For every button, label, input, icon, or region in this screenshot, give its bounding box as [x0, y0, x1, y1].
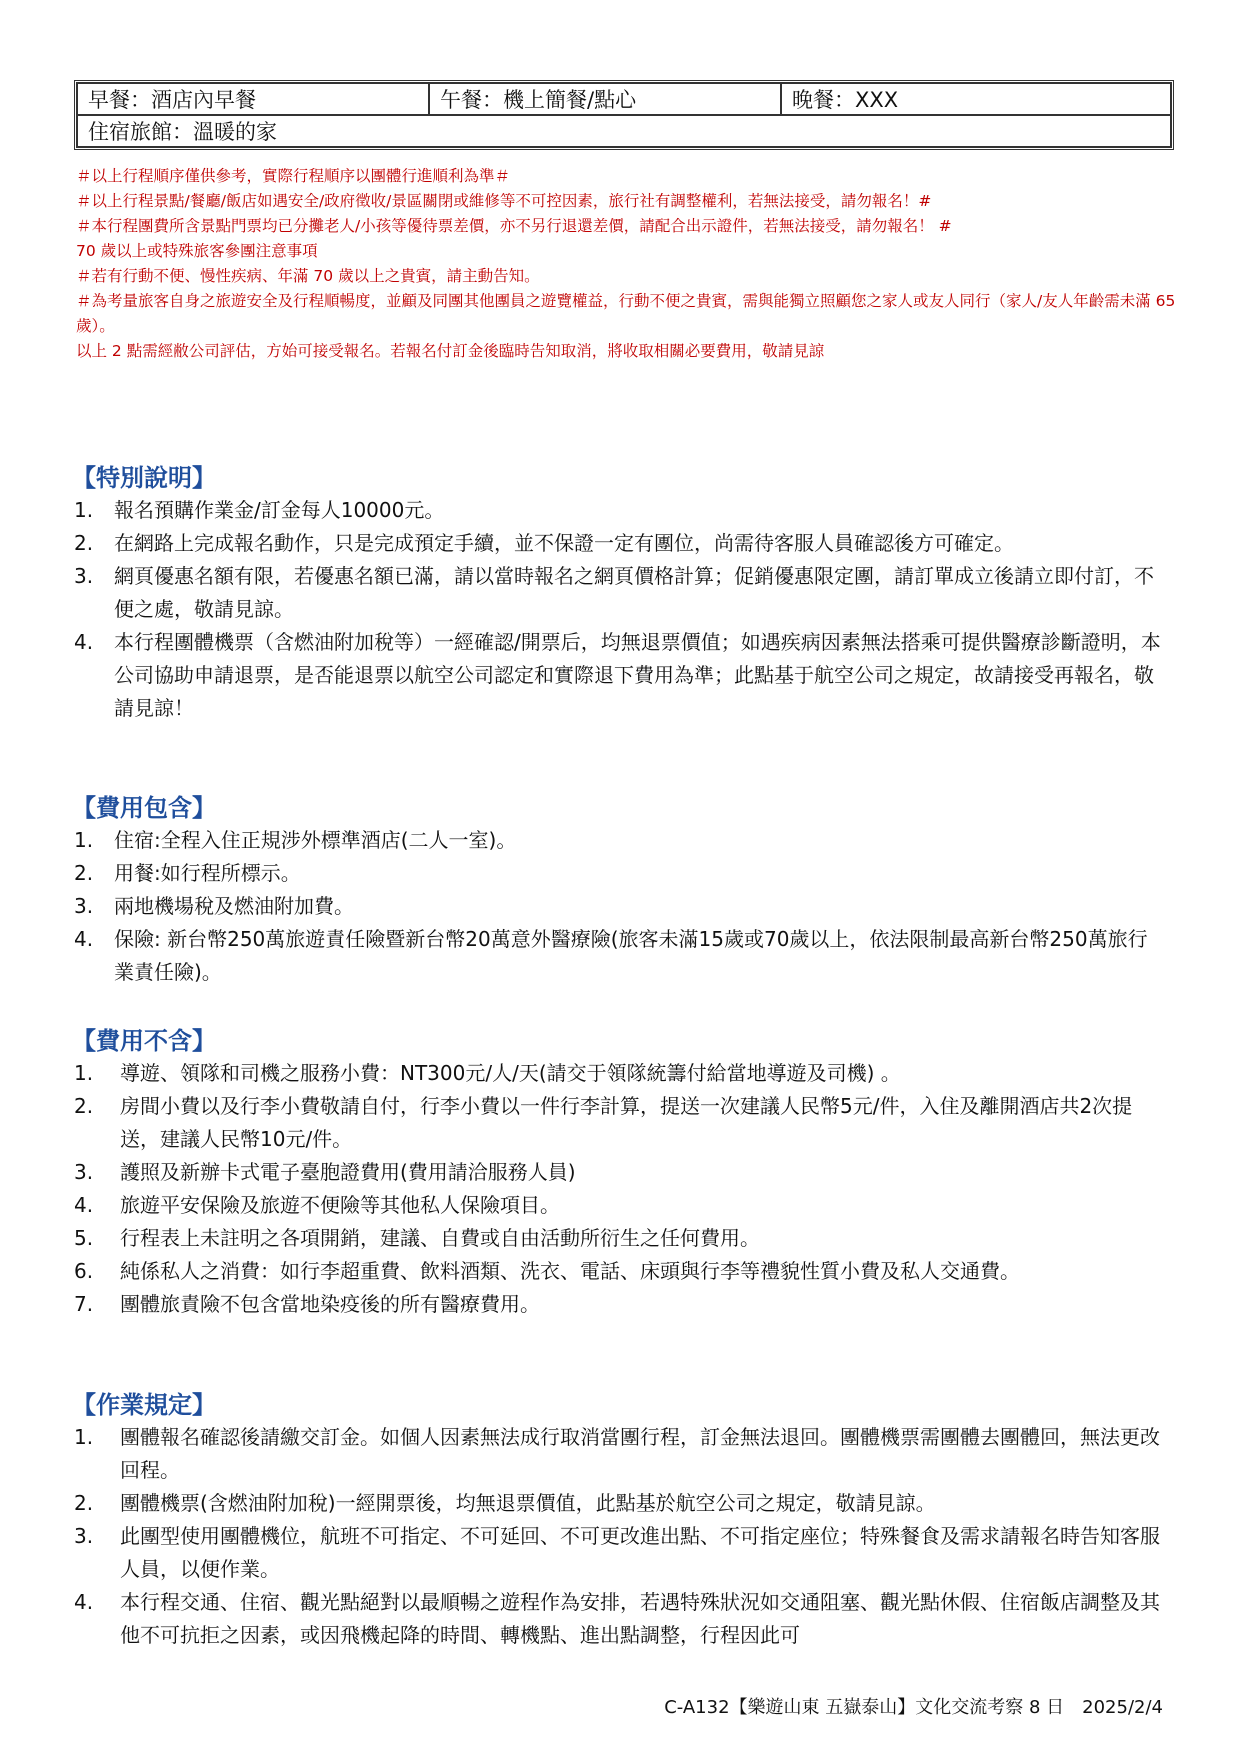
item-number: 4.: [74, 630, 94, 654]
item-number: 2.: [74, 1094, 94, 1118]
list-item: [74, 923, 1164, 989]
item-number: 2.: [74, 1491, 94, 1515]
item-text: 兩地機場稅及燃油附加費。: [114, 894, 354, 918]
item-text: 在網路上完成報名動作，只是完成預定手續，並不保證一定有團位，尚需待客服人員確認後方可確定。: [114, 531, 1014, 555]
item-number: 2.: [74, 861, 94, 885]
list-item: [74, 1189, 1164, 1222]
list-item: [74, 1090, 1164, 1156]
rules-title: 【作業規定】: [72, 1391, 216, 1419]
item-number: 3.: [74, 894, 94, 918]
item-text: 網頁優惠名額有限，若優惠名額已滿，請以當時報名之網頁價格計算；促銷優惠限定團，請訂單成立後請立即付訂，不便之處，敬請見諒。: [114, 564, 1154, 621]
list-item: [74, 1255, 1164, 1288]
item-text: 行程表上未註明之各項開銷，建議、自費或自由活動所衍生之任何費用。: [120, 1226, 760, 1250]
note-line: 70 歲以上或特殊旅客參團注意事項: [76, 242, 318, 260]
list-item: [74, 1156, 1164, 1189]
item-text: 保險: 新台幣250萬旅遊責任險暨新台幣20萬意外醫療險(旅客未滿15歲或70歲以上，依法限制最高新台幣250萬旅行業責任險)。: [114, 927, 1148, 984]
list-item: [74, 1520, 1164, 1586]
excluded-title: 【費用不含】: [72, 1027, 216, 1055]
notes-block: [76, 164, 1176, 364]
note-line: ＃以上行程順序僅供參考，實際行程順序以團體行進順利為準＃: [76, 167, 511, 185]
item-number: 7.: [74, 1292, 94, 1316]
meal-row: [77, 83, 1171, 115]
list-item: [74, 1057, 1164, 1090]
meal-table: [74, 80, 1174, 150]
item-text: 護照及新辦卡式電子臺胞證費用(費用請洽服務人員): [120, 1160, 576, 1184]
rules-list: [74, 1421, 1164, 1652]
item-number: 1.: [74, 498, 94, 522]
item-number: 4.: [74, 1590, 94, 1614]
item-text: 旅遊平安保險及旅遊不便險等其他私人保險項目。: [120, 1193, 560, 1217]
item-text: 用餐:如行程所標示。: [114, 861, 301, 885]
item-number: 3.: [74, 1160, 94, 1184]
included-list: [74, 824, 1164, 989]
item-number: 3.: [74, 564, 94, 588]
list-item: [74, 1487, 1164, 1520]
item-text: 團體旅責險不包含當地染疫後的所有醫療費用。: [120, 1292, 540, 1316]
item-text: 報名預購作業金/訂金每人10000元。: [114, 498, 445, 522]
list-item: [74, 560, 1164, 626]
list-item: [74, 890, 1164, 923]
lunch-cell: 午餐：機上簡餐/點心: [429, 83, 781, 115]
included-title: 【費用包含】: [72, 794, 216, 822]
special-title: 【特別說明】: [72, 464, 216, 492]
item-text: 本行程交通、住宿、觀光點絕對以最順暢之遊程作為安排，若遇特殊狀況如交通阻塞、觀光點休假、住宿飯店調整及其他不可抗拒之因素，或因飛機起降的時間、轉機點、進出點調整，行程因此可: [120, 1590, 1160, 1647]
item-number: 1.: [74, 828, 94, 852]
item-text: 導遊、領隊和司機之服務小費：NT300元/人/天(請交于領隊統籌付給當地導遊及司機) 。: [120, 1061, 901, 1085]
item-number: 1.: [74, 1061, 94, 1085]
item-text: 團體報名確認後請繳交訂金。如個人因素無法成行取消當團行程，訂金無法退回。團體機票需團體去團體回，無法更改回程。: [120, 1425, 1160, 1482]
item-number: 3.: [74, 1524, 94, 1548]
note-line: ＃以上行程景點/餐廳/飯店如遇安全/政府徵收/景區關閉或維修等不可控因素，旅行社有調整權利，若無法接受，請勿報名！#: [76, 192, 932, 210]
item-text: 住宿:全程入住正規涉外標準酒店(二人一室)。: [114, 828, 517, 852]
list-item: [74, 1586, 1164, 1652]
special-list: [74, 494, 1164, 725]
breakfast-cell: 早餐：酒店內早餐: [77, 83, 429, 115]
item-text: 房間小費以及行李小費敬請自付，行李小費以一件行李計算，提送一次建議人民幣5元/件，入住及離開酒店共2次提送，建議人民幣10元/件。: [120, 1094, 1133, 1151]
note-line: ＃為考量旅客自身之旅遊安全及行程順暢度，並顧及同團其他團員之遊覽權益，行動不便之貴賓，需與能獨立照顧您之家人或友人同行（家人/友人年齡需未滿 65 歲）。: [76, 292, 1176, 335]
excluded-list: [74, 1057, 1164, 1321]
list-item: [74, 527, 1164, 560]
list-item: [74, 1288, 1164, 1321]
hotel-cell: 住宿旅館：溫暖的家: [77, 115, 1171, 147]
page-footer: C-A132【樂遊山東 五嶽泰山】文化交流考察 8 日 2025/2/4: [664, 1697, 1163, 1718]
list-item: [74, 494, 1164, 527]
item-text: 本行程團體機票（含燃油附加稅等）一經確認/開票后，均無退票價值；如遇疾病因素無法搭乘可提供醫療診斷證明，本公司協助申請退票，是否能退票以航空公司認定和實際退下費用為準；此點基于航空公司之規定，故請接受再報名，敬請見諒！: [114, 630, 1161, 720]
list-item: [74, 857, 1164, 890]
item-text: 團體機票(含燃油附加稅)一經開票後，均無退票價值，此點基於航空公司之規定，敬請見諒。: [120, 1491, 936, 1515]
list-item: [74, 824, 1164, 857]
list-item: [74, 1222, 1164, 1255]
note-line: ＃若有行動不便、慢性疾病、年滿 70 歲以上之貴賓，請主動告知。: [76, 267, 540, 285]
item-number: 6.: [74, 1259, 94, 1283]
item-number: 4.: [74, 927, 94, 951]
item-number: 2.: [74, 531, 94, 555]
item-text: 此團型使用團體機位，航班不可指定、不可延回、不可更改進出點、不可指定座位；特殊餐食及需求請報名時告知客服人員，以便作業。: [120, 1524, 1160, 1581]
item-number: 4.: [74, 1193, 94, 1217]
list-item: [74, 626, 1164, 725]
hotel-row: [77, 115, 1171, 147]
note-line: 以上 2 點需經敝公司評估，方始可接受報名。若報名付訂金後臨時告知取消，將收取相關必要費用，敬請見諒: [76, 342, 825, 360]
item-text: 純係私人之消費：如行李超重費、飲料酒類、洗衣、電話、床頭與行李等禮貌性質小費及私人交通費。: [120, 1259, 1020, 1283]
note-line: ＃本行程團費所含景點門票均已分攤老人/小孩等優待票差價，亦不另行退還差價，請配合出示證件，若無法接受，請勿報名！ #: [76, 217, 952, 235]
list-item: [74, 1421, 1164, 1487]
dinner-cell: 晚餐：XXX: [781, 83, 1171, 115]
item-number: 5.: [74, 1226, 94, 1250]
item-number: 1.: [74, 1425, 94, 1449]
